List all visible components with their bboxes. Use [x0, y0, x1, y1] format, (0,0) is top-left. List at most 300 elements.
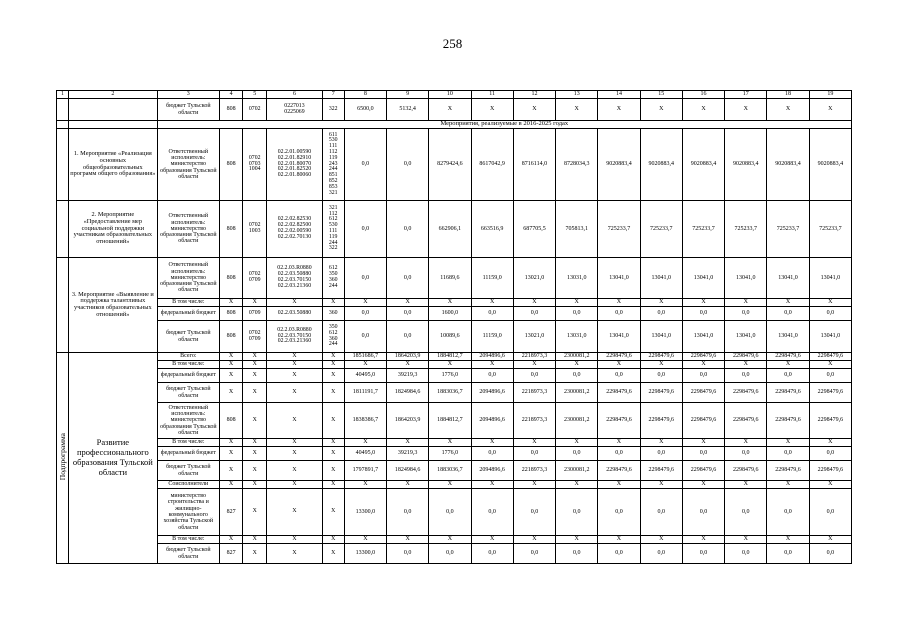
cell-value: 0,0	[725, 544, 767, 564]
table-row	[57, 403, 852, 439]
page-number: 258	[442, 36, 463, 51]
cell-grbs: X	[220, 481, 243, 489]
column-number-5: 5	[243, 91, 267, 99]
cell-value: 0,0	[513, 369, 555, 383]
cell-value: 0,0	[429, 489, 471, 536]
cell-value: X	[767, 361, 809, 369]
cell-value: 11159,0	[471, 258, 513, 299]
cell-csr: X	[267, 403, 322, 439]
cell-value: X	[598, 99, 640, 121]
cell-value: X	[682, 99, 724, 121]
table-row	[57, 91, 852, 99]
cell-value: 13041,0	[598, 321, 640, 353]
cell-rzpr: X	[243, 353, 267, 361]
cell-value: 8279424,6	[429, 129, 471, 201]
cell-grbs: X	[220, 439, 243, 447]
cell-value: X	[513, 481, 555, 489]
cell-value: 13041,0	[809, 321, 851, 353]
cell-value: 0,0	[598, 447, 640, 461]
cell-value: X	[471, 361, 513, 369]
cell-value: 2218973,3	[513, 461, 555, 481]
cell-value: X	[513, 361, 555, 369]
cell-value: 0,0	[725, 369, 767, 383]
cell-rzpr: X	[243, 361, 267, 369]
table-row	[57, 321, 852, 353]
cell-value: 2300081,2	[556, 403, 598, 439]
cell-value: 13031,0	[556, 258, 598, 299]
cell-vr: X	[322, 369, 344, 383]
cell-value: 13041,0	[767, 321, 809, 353]
cell-value: 0,0	[682, 307, 724, 321]
cell-value: 0,0	[598, 307, 640, 321]
cell-value: 6500,0	[344, 99, 386, 121]
column-number-7: 7	[322, 91, 344, 99]
table-row	[57, 536, 852, 544]
cell-value: X	[640, 481, 682, 489]
cell-value: 687705,5	[513, 201, 555, 258]
cell-csr: 0227013 0225069	[267, 99, 322, 121]
cell-value: 13021,0	[513, 321, 555, 353]
cell-value: 39219,3	[387, 369, 429, 383]
cell-grbs: 808	[220, 258, 243, 299]
cell-value: 0,0	[387, 201, 429, 258]
cell-value: X	[640, 361, 682, 369]
table-row	[57, 544, 852, 564]
cell-value: 663516,9	[471, 201, 513, 258]
cell-value: 0,0	[767, 489, 809, 536]
cell-value: 1776,0	[429, 447, 471, 461]
cell-vr: 350 612 360 244	[322, 321, 344, 353]
cell-value: X	[809, 361, 851, 369]
cell-value: 13041,0	[640, 258, 682, 299]
cell-value: X	[471, 536, 513, 544]
cell-value: 2094896,6	[471, 461, 513, 481]
cell-rzpr: X	[243, 299, 267, 307]
cell-value: 1838386,7	[344, 403, 386, 439]
cell-value: X	[513, 99, 555, 121]
cell-value: 725233,7	[640, 201, 682, 258]
cell-value: 0,0	[809, 447, 851, 461]
cell-value: X	[513, 536, 555, 544]
cell-value: 0,0	[344, 129, 386, 201]
cell-value: X	[556, 299, 598, 307]
cell-value: 2298479,6	[682, 461, 724, 481]
cell-empty	[57, 129, 69, 201]
cell-value: 2094896,6	[471, 353, 513, 361]
column-number-16: 16	[682, 91, 724, 99]
cell-empty	[57, 201, 69, 258]
cell-rzpr: 0702 0703 1004	[243, 129, 267, 201]
column-number-2: 2	[69, 91, 158, 99]
cell-rzpr: X	[243, 447, 267, 461]
cell-value: 0,0	[767, 447, 809, 461]
cell-grbs: 808	[220, 321, 243, 353]
budget-table	[56, 90, 852, 564]
cell-vr: X	[322, 353, 344, 361]
table-row	[57, 201, 852, 258]
column-number-13: 13	[556, 91, 598, 99]
cell-value: X	[556, 439, 598, 447]
cell-value: 0,0	[809, 544, 851, 564]
cell-value: 1811191,7	[344, 383, 386, 403]
cell-value: X	[556, 99, 598, 121]
cell-value: 705813,1	[556, 201, 598, 258]
cell-csr: X	[267, 447, 322, 461]
cell-value: 0,0	[767, 307, 809, 321]
cell-value: 0,0	[640, 489, 682, 536]
cell-value: X	[471, 99, 513, 121]
cell-vr: X	[322, 536, 344, 544]
column-number-11: 11	[471, 91, 513, 99]
cell-value: X	[725, 99, 767, 121]
cell-value: 1851686,7	[344, 353, 386, 361]
cell-rzpr: X	[243, 439, 267, 447]
table-row	[57, 353, 852, 361]
cell-value: X	[809, 536, 851, 544]
cell-value: 1884812,7	[429, 403, 471, 439]
cell-value: X	[640, 299, 682, 307]
cell-rzpr: X	[243, 536, 267, 544]
cell-value: 0,0	[556, 307, 598, 321]
cell-value: 2298479,6	[767, 403, 809, 439]
cell-grbs: X	[220, 461, 243, 481]
cell-value: X	[767, 481, 809, 489]
cell-value: 0,0	[471, 307, 513, 321]
cell-value: X	[513, 299, 555, 307]
cell-value: 11159,0	[471, 321, 513, 353]
cell-value: 0,0	[513, 307, 555, 321]
cell-value: 0,0	[471, 369, 513, 383]
cell-value: 1600,0	[429, 307, 471, 321]
cell-value: 1824984,6	[387, 461, 429, 481]
cell-value: 0,0	[344, 321, 386, 353]
cell-csr: X	[267, 361, 322, 369]
cell-grbs: 808	[220, 129, 243, 201]
cell-value: 725233,7	[767, 201, 809, 258]
cell-value: 2298479,6	[725, 403, 767, 439]
cell-value: 0,0	[767, 369, 809, 383]
cell-value: X	[387, 361, 429, 369]
cell-value: X	[513, 439, 555, 447]
cell-grbs: X	[220, 447, 243, 461]
cell-value: X	[429, 99, 471, 121]
cell-rzpr: X	[243, 489, 267, 536]
cell-rzpr: 0709	[243, 307, 267, 321]
cell-value: 0,0	[387, 321, 429, 353]
table-row	[57, 481, 852, 489]
cell-payer: федеральный бюджет	[157, 447, 219, 461]
cell-value: 13041,0	[725, 321, 767, 353]
cell-value: 13031,0	[556, 321, 598, 353]
table-row	[57, 129, 852, 201]
cell-value: X	[556, 536, 598, 544]
column-number-8: 8	[344, 91, 386, 99]
cell-rzpr: X	[243, 369, 267, 383]
cell-value: 662906,1	[429, 201, 471, 258]
cell-value: X	[429, 439, 471, 447]
cell-value: 0,0	[725, 489, 767, 536]
cell-value: 0,0	[513, 544, 555, 564]
cell-value: X	[387, 536, 429, 544]
cell-vr: X	[322, 403, 344, 439]
cell-empty	[57, 121, 69, 129]
table-row	[57, 361, 852, 369]
cell-value: 13300,0	[344, 489, 386, 536]
cell-value: 13041,0	[682, 321, 724, 353]
cell-value: X	[471, 481, 513, 489]
cell-value: X	[387, 481, 429, 489]
cell-value: 8716114,0	[513, 129, 555, 201]
cell-payer: Соисполнители	[157, 481, 219, 489]
cell-value: 13041,0	[682, 258, 724, 299]
cell-csr: X	[267, 439, 322, 447]
cell-value: 1883036,7	[429, 461, 471, 481]
cell-grbs: X	[220, 299, 243, 307]
cell-value: X	[429, 481, 471, 489]
cell-value: 2094896,6	[471, 383, 513, 403]
cell-value: 2298479,6	[598, 353, 640, 361]
cell-value: 0,0	[471, 544, 513, 564]
cell-csr: 02.2.01.00590 02.2.01.82910 02.2.01.80070 02.2.01.82520 02.2.01.80060	[267, 129, 322, 201]
column-number-18: 18	[767, 91, 809, 99]
cell-value: 725233,7	[809, 201, 851, 258]
cell-value: 2218973,3	[513, 383, 555, 403]
cell-value: 9020883,4	[725, 129, 767, 201]
table-row	[57, 99, 852, 121]
cell-value: 9020883,4	[598, 129, 640, 201]
column-number-1: 1	[57, 91, 69, 99]
cell-value: 0,0	[556, 447, 598, 461]
cell-payer: бюджет Тульской области	[157, 321, 219, 353]
cell-value: 9020883,4	[767, 129, 809, 201]
cell-value: X	[682, 536, 724, 544]
cell-value: 2298479,6	[682, 403, 724, 439]
cell-value: 0,0	[809, 307, 851, 321]
cell-value: 0,0	[387, 544, 429, 564]
table-row	[57, 121, 852, 129]
cell-value: X	[387, 439, 429, 447]
cell-value: 1864203,9	[387, 353, 429, 361]
cell-empty	[57, 258, 69, 353]
table-row	[57, 439, 852, 447]
cell-vr: X	[322, 447, 344, 461]
column-number-15: 15	[640, 91, 682, 99]
cell-value: X	[598, 536, 640, 544]
cell-value: X	[471, 299, 513, 307]
cell-value: 2300081,2	[556, 383, 598, 403]
cell-value: 0,0	[513, 489, 555, 536]
column-number-17: 17	[725, 91, 767, 99]
cell-value: X	[809, 439, 851, 447]
cell-value: 40495,0	[344, 369, 386, 383]
cell-rzpr: X	[243, 544, 267, 564]
cell-value: 0,0	[640, 447, 682, 461]
cell-value: X	[429, 299, 471, 307]
cell-payer: В том числе:	[157, 439, 219, 447]
cell-value: X	[471, 439, 513, 447]
cell-value: 2298479,6	[725, 353, 767, 361]
cell-value: 0,0	[556, 544, 598, 564]
cell-value: 2298479,6	[640, 403, 682, 439]
cell-value: 13041,0	[598, 258, 640, 299]
cell-rzpr: X	[243, 383, 267, 403]
cell-value: 725233,7	[598, 201, 640, 258]
cell-value: X	[387, 299, 429, 307]
cell-grbs: 808	[220, 201, 243, 258]
cell-value: X	[767, 439, 809, 447]
cell-value: 0,0	[556, 369, 598, 383]
measure-3-name: 3. Мероприятие «Выявление и поддержка талантливых участников образовательных отношений»	[69, 258, 158, 353]
cell-value: 0,0	[640, 544, 682, 564]
subprogram-label: Подпрограмма	[57, 433, 67, 481]
cell-vr: 321 112 612 530 111 119 244 322	[322, 201, 344, 258]
cell-value: 2298479,6	[809, 383, 851, 403]
cell-csr: 02.2.03.R0880 02.2.03.50880 02.2.03.70150 02.2.03.21360	[267, 258, 322, 299]
cell-csr: X	[267, 383, 322, 403]
cell-csr: X	[267, 461, 322, 481]
cell-csr: X	[267, 544, 322, 564]
cell-value: 2298479,6	[682, 383, 724, 403]
cell-value: X	[725, 481, 767, 489]
cell-payer: бюджет Тульской области	[157, 544, 219, 564]
cell-value: X	[640, 536, 682, 544]
cell-value: 0,0	[471, 489, 513, 536]
cell-value: X	[556, 361, 598, 369]
cell-grbs: 808	[220, 403, 243, 439]
cell-rzpr: 0702 0709	[243, 258, 267, 299]
cell-value: 2298479,6	[767, 461, 809, 481]
cell-payer: министерство строительства и жилищно-коммунального хозяйства Тульской области	[157, 489, 219, 536]
cell-csr: 02.2.03.50880	[267, 307, 322, 321]
cell-value: 5132,4	[387, 99, 429, 121]
cell-value: 13041,0	[725, 258, 767, 299]
cell-grbs: X	[220, 369, 243, 383]
cell-payer: Ответственный исполнитель: министерство образования Тульской области	[157, 403, 219, 439]
column-number-4: 4	[220, 91, 243, 99]
cell-value: 2298479,6	[598, 383, 640, 403]
cell-value: 13041,0	[809, 258, 851, 299]
cell-value: 9020883,4	[640, 129, 682, 201]
cell-value: X	[598, 439, 640, 447]
column-number-19: 19	[809, 91, 851, 99]
cell-csr: X	[267, 299, 322, 307]
cell-vr: X	[322, 461, 344, 481]
cell-vr: 322	[322, 99, 344, 121]
cell-value: 2298479,6	[598, 403, 640, 439]
cell-rzpr: 0702	[243, 99, 267, 121]
cell-value: X	[809, 481, 851, 489]
cell-payer: Ответственный исполнитель: министерство образования Тульской области	[157, 258, 219, 299]
cell-payer: федеральный бюджет	[157, 369, 219, 383]
cell-vr: X	[322, 299, 344, 307]
cell-grbs: X	[220, 353, 243, 361]
cell-value: 13300,0	[344, 544, 386, 564]
cell-value: 0,0	[344, 307, 386, 321]
cell-value: 725233,7	[682, 201, 724, 258]
cell-grbs: X	[220, 361, 243, 369]
section-title: Мероприятия, реализуемые в 2016-2025 годах	[157, 121, 851, 129]
cell-value: X	[725, 299, 767, 307]
cell-value: 0,0	[344, 201, 386, 258]
cell-vr: X	[322, 489, 344, 536]
cell-value: 40495,0	[344, 447, 386, 461]
cell-value: 0,0	[598, 544, 640, 564]
cell-value: 1864203,9	[387, 403, 429, 439]
cell-payer: бюджет Тульской области	[157, 461, 219, 481]
cell-value: 2298479,6	[809, 403, 851, 439]
cell-value: X	[429, 361, 471, 369]
cell-csr: 02.2.03.R0880 02.2.03.70150 02.2.03.21360	[267, 321, 322, 353]
cell-value: 2300081,2	[556, 461, 598, 481]
cell-rzpr: X	[243, 461, 267, 481]
cell-csr: X	[267, 353, 322, 361]
cell-value: X	[598, 481, 640, 489]
cell-value: X	[556, 481, 598, 489]
measure-1-name: 1. Мероприятие «Реализация основных общеобразовательных программ общего образования»	[69, 129, 158, 201]
cell-value: 13041,0	[767, 258, 809, 299]
cell-rzpr: 0702 0709	[243, 321, 267, 353]
cell-vr: 612 350 360 244	[322, 258, 344, 299]
subprogram-label-cell	[57, 353, 69, 564]
cell-vr: X	[322, 481, 344, 489]
cell-value: 0,0	[387, 489, 429, 536]
table-row	[57, 369, 852, 383]
cell-value: 0,0	[387, 258, 429, 299]
column-number-9: 9	[387, 91, 429, 99]
cell-value: 2298479,6	[767, 353, 809, 361]
cell-value: X	[640, 99, 682, 121]
column-number-10: 10	[429, 91, 471, 99]
cell-value: X	[725, 439, 767, 447]
cell-value: X	[344, 481, 386, 489]
table-row	[57, 447, 852, 461]
cell-value: 11689,6	[429, 258, 471, 299]
cell-payer: бюджет Тульской области	[157, 99, 219, 121]
cell-value: X	[344, 299, 386, 307]
cell-payer: В том числе:	[157, 536, 219, 544]
cell-empty	[69, 121, 158, 129]
cell-grbs: X	[220, 383, 243, 403]
cell-grbs: X	[220, 536, 243, 544]
cell-value: 8728034,3	[556, 129, 598, 201]
cell-vr: X	[322, 383, 344, 403]
cell-empty	[69, 99, 158, 121]
cell-value: 0,0	[682, 544, 724, 564]
cell-payer: В том числе:	[157, 299, 219, 307]
table-row	[57, 383, 852, 403]
cell-value: 9020883,4	[682, 129, 724, 201]
table-row	[57, 299, 852, 307]
cell-csr: X	[267, 481, 322, 489]
cell-value: 0,0	[682, 369, 724, 383]
cell-value: 10089,6	[429, 321, 471, 353]
cell-rzpr: 0702 1003	[243, 201, 267, 258]
cell-value: 1883036,7	[429, 383, 471, 403]
cell-payer: Ответственный исполнитель: министерство образования Тульской области	[157, 129, 219, 201]
cell-value: 0,0	[387, 307, 429, 321]
cell-value: 2298479,6	[809, 461, 851, 481]
cell-value: 0,0	[640, 369, 682, 383]
table-row	[57, 489, 852, 536]
cell-value: 1884812,7	[429, 353, 471, 361]
cell-rzpr: X	[243, 481, 267, 489]
cell-vr: X	[322, 544, 344, 564]
table-row	[57, 258, 852, 299]
cell-value: 39219,3	[387, 447, 429, 461]
column-number-12: 12	[513, 91, 555, 99]
cell-payer: Ответственный исполнитель: министерство образования Тульской области	[157, 201, 219, 258]
cell-grbs: 808	[220, 307, 243, 321]
